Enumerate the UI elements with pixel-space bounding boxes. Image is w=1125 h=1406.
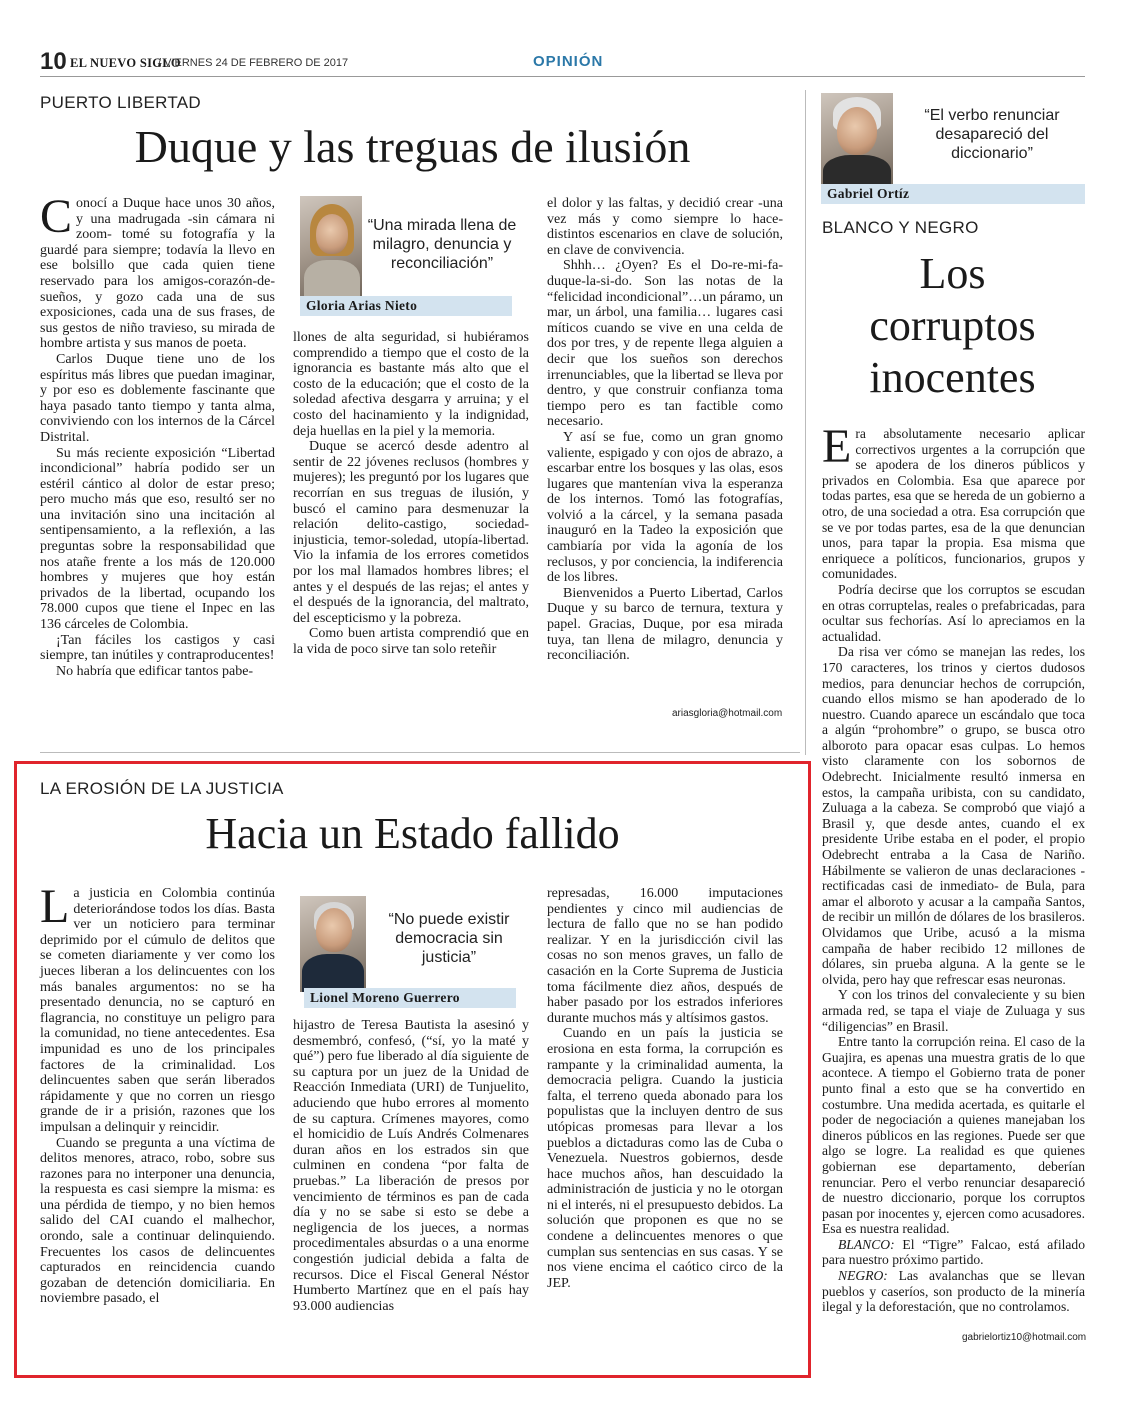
paragraph: Carlos Duque tiene uno de los espíritus más libres que puedan imaginar, y por eso es doblemente fascinante que haya pasado tanto tiempo y tanta alma, conviviendo con los internos de la Cárcel Distrital. — [40, 351, 275, 445]
paragraph: No habría que edificar tantos pabe- — [56, 663, 254, 679]
article3-title-line: corruptos — [869, 301, 1036, 350]
paragraph: Bienvenidos a Puerto Libertad, Carlos Duque y su barco de ternura, textura y papel. Gracias, Duque, por esa mirada tuya, tan llena de milagro, denuncia y reconciliación. — [547, 585, 783, 664]
paragraph: represadas, 16.000 imputaciones pendientes y cinco mil audiencias de lectura de fallo que no se han podido realizar. Y en la jurisdicción civil las cosas no son menos graves, un fallo de casación en la Corte Suprema de Justicia toma fácilmente diez años, después de haber pasado por los estrados inferiores durante muchos más y altísimos gastos. — [547, 886, 783, 1026]
paragraph: onocí a Duque hace unos 30 años, y una madrugada -sin cámara ni zoom- tomé su fotografía y la guardé para siempre; todavía la llevo en ese bolsillo que cada quien tiene reservado para los amigos-corazón-de-sueños, y gozo cada una de sus exposiciones, cada una de sus frases, de sus gestos de niño travieso, su mirada de hombre artista y sus manos de poeta. — [40, 196, 275, 352]
paragraph-blanco — [822, 1237, 1085, 1268]
publication-name: EL NUEVO SIGLO — [70, 56, 181, 70]
negro-label: NEGRO: — [838, 1268, 888, 1284]
paragraph: Cuando se pregunta a una víctima de delitos menores, atraco, robo, sobre sus razones para no interponer una denuncia, la respuesta es casi siempre la misma: es una pérdida de tiempo, y no bien hemos salido del CAI cuando el malhechor, orondo, sale a continuar delinquiendo. Frecuentes los casos de delincuentes capturados en reincidencia cuando gozaban de detención domiciliaria. En noviembre pasado, el — [40, 1135, 275, 1307]
paragraph: Cuando en un país la justicia se erosiona en esta forma, la corrupción es rampante y la criminalidad aumenta, la democracia peligra. Cuando la justicia falta, el terreno queda abonado para los populistas que la incluyen dentro de sus utópicas promesas para llevar a los pueblos a dictaduras como las de Cuba o Venezuela. Nuestros gobiernos, desde hace muchos años, han descuidado la administración de justicia y no le otorgan ni el interés, ni el presupuesto debidos. La solución que proponen es que no se condene a delincuentes menores o que cumplan sus sentencias en sus casas. Y se nos viene encima el caótico circo de la JEP. — [547, 1026, 783, 1291]
article2-column-3 — [547, 886, 783, 1291]
paragraph: el dolor y las faltas, y decidió crear -una vez más y como siempre lo hace- distintos escenarios en clave de solución, en clave de convivencia. — [547, 196, 783, 258]
section-name: OPINIÓN — [533, 53, 604, 70]
drop-cap: E — [822, 420, 852, 473]
paragraph: a justicia en Colombia continúa deteriorándose todos los días. Basta ver un noticiero para terminar deprimido por el cúmulo de delitos que se cometen diariamente y ver como los jueces liberan a los delincuentes con los más banales argumentos: no se ha presentado denuncia, no se capturó en flagrancia, no constituye un peligro para la comunidad, no tiene antecedentes. Esa impunidad es uno de los principales factores de la criminalidad. Los delincuentes saben que serán liberados rápidamente y que no corren un riesgo grande de ir a prisión, razones que los impulsan a delinquir y reincidir. — [40, 886, 275, 1135]
author-photo-gabriel — [821, 93, 893, 188]
drop-cap: C — [40, 190, 73, 243]
paragraph-negro — [822, 1268, 1085, 1315]
paragraph: hijastro de Teresa Bautista la asesinó y desmembró, confesó, (“sí, yo la maté y qué”) pero fue liberado al día siguiente de su captura por un juez de la Unidad de Reacción Inmediata (URI) de Tunjuelito, aduciendo que hubo errores al momento de su captura. Crímenes mayores, como el homicidio de Luís Andrés Colmenares duran años en los estrados sin que culminen en condena “por falta de pruebas.” La liberación de presos por vencimiento de términos es pan de cada día y no se sabe si esto se debe a negligencia de los jueces, a normas procedimentales absurdas o a una enorme congestión judicial debida a falta de recursos. Dice el Fiscal General Néstor Humberto Martínez que en el país hay 93.000 audiencias — [293, 1018, 529, 1314]
author-photo-gloria — [300, 196, 362, 300]
article3-title-line: Los — [919, 249, 986, 298]
article1-title: Duque y las treguas de ilusión — [134, 121, 691, 172]
paragraph: Su más reciente exposición “Libertad incondicional” habría podido ser un estéril cántico al dolor de estar preso; pero mucho más que eso, resultó ser no una invitación sino una incitación al sentipensamiento, a la reflexión, a las preguntas sobre la responsabilidad que nos atañe frente a los más de 120.000 hombres y mujeres que hoy están privados de la libertad, ocupando los 78.000 cupos que tiene el Inpec en las 136 cárceles de Colombia. — [40, 445, 275, 633]
article2-kicker: LA EROSIÓN DE LA JUSTICIA — [40, 779, 284, 798]
paragraph: Podría decirse que los corruptos se escudan en otras corruptelas, reales o prefabricadas, para ocultar sus fechorías. Así lo apreciamos en la actualidad. — [822, 581, 1085, 644]
paragraph: Entre tanto la corrupción reina. El caso de la Guajira, es apenas una muestra gratis de lo que acontece. A tiempo el Gobierno trata de poner punto final a esto que se ha convertido en costumbre. Una medida acertada, es quitarle el poder de negociación a quienes manejaban los dineros públicos en las regiones. Puede ser que algo se logre. La realidad es que quienes gobiernan ese departamento, deberían renunciar. Pero el verbo renunciar desapareció de nuestro diccionario, porque los corruptos pasan por inocentes y, ejercen como acusadores. Esa es nuestra realidad. — [822, 1034, 1085, 1237]
article2-column-2 — [293, 1018, 529, 1314]
article3-column — [822, 420, 1085, 1315]
issue-date: / VIERNES 24 DE FEBRERO DE 2017 — [158, 57, 349, 69]
page-number: 10 — [40, 48, 67, 75]
article1-author-email: ariasgloria@hotmail.com — [672, 708, 783, 719]
article1-column-2 — [293, 330, 529, 657]
article1-kicker: PUERTO LIBERTAD — [40, 93, 202, 112]
blanco-text: El “Tigre” Falcao, está afilado para nuestro próximo partido. — [822, 1236, 1085, 1268]
paragraph: Da risa ver cómo se manejan las redes, los 170 caracteres, los trinos y ciertos dudosos medios, para denunciar hechos de corrupción, cuando ellos mismo se han apoderado de lo nuestro. Cuando aparece un escándalo que toca a algún “prohombre” o grupo, se busca otro alboroto para opacar esas culpas. Lo hemos visto claramente con los sobornos de Odebrecht. Inicialmente resultó inmersa en estos, la campaña uribista, con su candidato, Zuluaga a la cabeza. Se comprobó que viajó a Brasil y, que desde antes, cuando el ex presidente Uribe estaba en el poder, el propio Odebrecht entraba a la Casa de Nariño. Hábilmente se valieron de unas declaraciones -rectificadas casi de inmediato- de Bula, para amar el alboroto y acusar a la campaña Santos, de recibir un millón de dólares de los brasileros. Olvidamos que Uribe, acusó a la misma campaña de haber recibido 12 millones de dólares, sin prueba alguna. A la gente se le olvida, pero hay que refrescar esas neuronas. — [822, 644, 1085, 987]
header-rule — [40, 76, 1085, 77]
article3-title — [820, 248, 1085, 404]
column-divider — [805, 90, 806, 755]
paragraph: Como buen artista comprendió que en la vida de poco sirve tan solo reteñir — [293, 626, 529, 657]
paragraph: Duque se acercó desde adentro al sentir de 22 jóvenes reclusos (hombres y mujeres); les preguntó por los lugares que recorrían en sus treguas de ilusión, y buscó el camino para desmenuzar la relación delito-castigo, sociedad-injusticia, temor-soledad, utopía-libertad. Vio la infamia de los errores cometidos por los mal llamados hombres libres; el antes y el después de las rejas; el antes y el después de la ignorancia, del maltrato, del escepticismo y la pobreza. — [293, 439, 529, 626]
article1-author-name: Gloria Arias Nieto — [300, 296, 512, 316]
paragraph: Y con los trinos del convaleciente y su bien armada red, se tapa el viaje de Zuluaga y sus “diligencias” en Brasil. — [822, 987, 1085, 1034]
article2-author-name: Lionel Moreno Guerrero — [304, 988, 516, 1008]
article2-title: Hacia un Estado fallido — [205, 809, 620, 858]
article3-pull-quote: “El verbo renunciar desapareció del diccionario” — [924, 107, 1060, 162]
paragraph: llones de alta seguridad, si hubiéramos comprendido a tiempo que el costo de la ignorancia es bastante más alto que el costo de la educación; que el costo de la soledad afectiva desgarra y arruina; y el costo del hacinamiento y la indignidad, deja huellas en la piel y la memoria. — [293, 330, 529, 439]
paragraph: ra absolutamente necesario aplicar correctivos urgentes a la corrupción que se apodera de los dineros públicos y privados en Colombia. Esa que aparece por todas partes, esa que se hereda de un gobierno a otro, de una sociedad a otra. Esa corrupción que se ve por todas partes, esa de la que denuncian unos, para tapar la propia. Esa misma que enriquece a políticos, funcionarios, grupos y comunidades. — [822, 426, 1085, 582]
article3-author-email: gabrielortiz10@hotmail.com — [962, 1332, 1087, 1343]
article1-column-1 — [40, 190, 275, 679]
paragraph: Shhh… ¿Oyen? Es el Do-re-mi-fa-duque-la-si-do. Son las notas de la “felicidad incondicional”…un páramo, un mar, un árbol, una familia… lugares casi míticos cuando se vive en una celda de dos por tres, y de repente llega alguien a decir que los sueños son derechos irrenunciables, que la libertad se lleva por dentro, y que construir confianza toma tiempo pero es tan factible como necesario. — [547, 258, 783, 430]
paragraph: ¡Tan fáciles los castigos y casi siempre, tan inútiles y contraproducentes! — [40, 632, 275, 664]
drop-cap: L — [40, 880, 70, 933]
article2-column-1 — [40, 880, 275, 1307]
article1-pull-quote: “Una mirada llena de milagro, denuncia y reconciliación” — [367, 217, 517, 272]
section-divider — [40, 752, 800, 753]
article3-kicker: BLANCO Y NEGRO — [822, 218, 979, 237]
article3-title-line: inocentes — [869, 353, 1036, 402]
paragraph: Y así se fue, como un gran gnomo valiente, espigado y con ojos de abrazo, a escarbar entre los bosques y las olas, esos lugares que mantenían viva la esperanza de los internos. Tomó las fotografías, volvió a la cárcel, y la semana pasada inauguró en la Tadeo la exposición que cambiaría por vida la agonía de los reclusos, y por conciencia, la indiferencia de los libres. — [547, 429, 783, 586]
article2-pull-quote: “No puede existir democracia sin justicia” — [388, 911, 510, 966]
blanco-label: BLANCO: — [838, 1236, 895, 1252]
negro-text: Las avalanchas que se llevan pueblos y caseríos, son producto de la minería ilegal y la deforestación, que no controlamos. — [822, 1268, 1085, 1315]
article3-author-name: Gabriel Ortíz — [821, 184, 1085, 204]
article1-column-3 — [547, 196, 783, 664]
author-photo-lionel — [300, 896, 366, 992]
